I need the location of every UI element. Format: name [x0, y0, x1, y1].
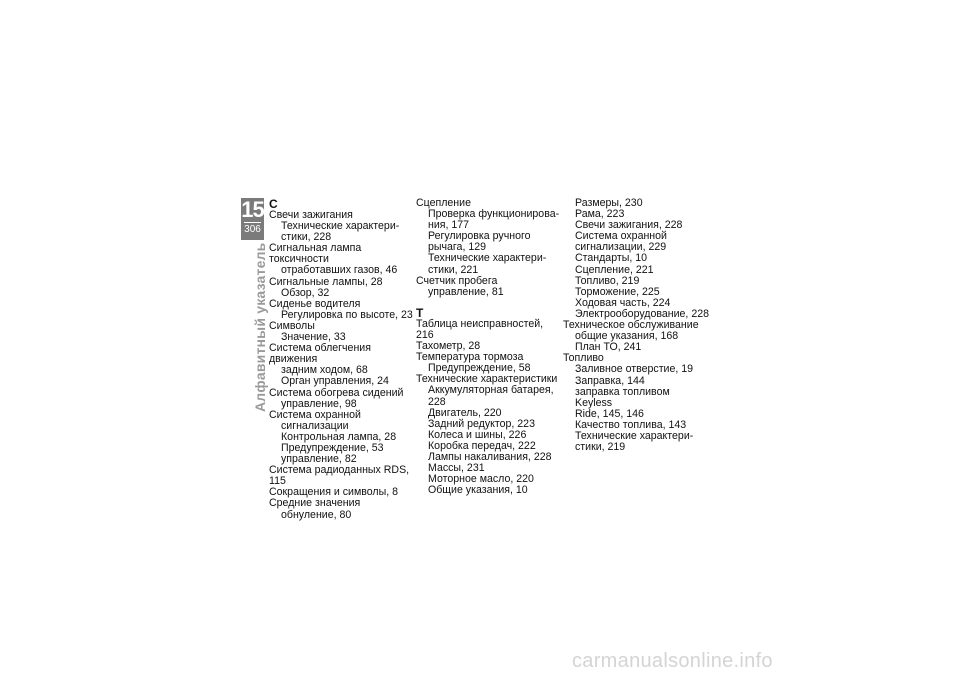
index-line: стики, 228 — [281, 231, 332, 244]
index-line: Система облегчения движения — [269, 342, 371, 366]
index-line: Электрооборудование, 228 — [575, 307, 709, 320]
index-line: Проверка функционирова- — [428, 208, 560, 221]
index-subentry — [269, 221, 415, 243]
page-number: 306 — [244, 224, 261, 235]
index-line: сигнализации, 229 — [575, 241, 667, 254]
index-entry — [269, 343, 415, 365]
index-line: Размеры, 230 — [575, 197, 643, 209]
index-line: Символы — [269, 319, 315, 332]
index-line: Качество топлива, 143 — [575, 418, 687, 431]
index-line: Заправка, 144 — [575, 374, 645, 387]
index-line: Орган управления, 24 — [281, 375, 389, 388]
index-subentry — [416, 385, 562, 407]
index-line: заправка топливом Keyless — [575, 385, 670, 409]
index-line: Тахометр, 28 — [416, 340, 481, 353]
index-line: Аккумуляторная батарея, 228 — [428, 384, 554, 408]
index-line: Регулировка ручного — [428, 230, 531, 243]
index-line: Топливо — [563, 352, 604, 365]
index-line: управление, 82 — [281, 453, 357, 466]
index-line: сигнализации — [281, 419, 349, 432]
index-line: Торможение, 225 — [575, 285, 660, 298]
index-line: Моторное масло, 220 — [428, 473, 534, 486]
index-line: Задний редуктор, 223 — [428, 417, 535, 430]
section-title-vertical: Алфавитный указатель — [252, 242, 268, 412]
index-line: Заливное отверстие, 19 — [575, 363, 694, 376]
index-entry — [416, 319, 562, 341]
index-line: стики, 221 — [428, 263, 479, 276]
index-line: Топливо, 219 — [575, 274, 640, 287]
index-subentry — [269, 376, 415, 387]
index-entry — [269, 465, 415, 487]
index-entry — [269, 498, 415, 509]
watermark: carmanualsonline.info — [572, 650, 773, 672]
index-line: Двигатель, 220 — [428, 406, 502, 419]
index-line: Технические характери- — [281, 220, 400, 233]
index-line: управление, 81 — [428, 285, 504, 298]
index-line: задним ходом, 68 — [281, 364, 368, 377]
index-line: Таблица неисправностей, 216 — [416, 317, 544, 341]
index-column-2 — [416, 198, 562, 496]
index-entry — [269, 243, 415, 265]
index-line: Свечи зажигания — [269, 209, 353, 221]
index-subentry — [416, 287, 562, 298]
index-line: Счетчик пробега — [416, 274, 498, 287]
index-line: Коробка передач, 222 — [428, 439, 536, 452]
index-line: Контрольная лампа, 28 — [281, 430, 397, 443]
index-line: Сиденье водителя — [269, 297, 361, 310]
index-subentry — [563, 387, 709, 420]
index-line: Предупреждение, 53 — [281, 441, 384, 454]
index-column-3 — [563, 198, 709, 453]
index-line: Технические характеристики — [416, 373, 558, 386]
index-line: Сцепление, 221 — [575, 263, 654, 276]
index-line: План ТО, 241 — [575, 341, 642, 354]
index-line: Технические характери- — [428, 252, 547, 265]
index-subentry — [269, 265, 415, 276]
index-line: Техническое обслуживание — [563, 319, 699, 332]
index-line: Предупреждение, 58 — [428, 362, 531, 375]
index-subentry — [563, 431, 709, 453]
index-letter-heading: Т — [416, 305, 424, 320]
index-subentry — [563, 364, 709, 375]
index-line: Колеса и шины, 226 — [428, 428, 527, 441]
index-subentry — [563, 253, 709, 264]
index-line: Система радиоданных RDS, 115 — [269, 464, 410, 488]
index-line: стики, 219 — [575, 441, 626, 454]
index-line: Рама, 223 — [575, 208, 625, 221]
index-line: Сигнальные лампы, 28 — [269, 275, 383, 288]
index-line: Сокращения и символы, 8 — [269, 486, 398, 499]
index-subentry — [563, 231, 709, 253]
index-line: Обзор, 32 — [281, 286, 330, 299]
index-line: рычага, 129 — [428, 241, 487, 254]
chapter-tab — [241, 198, 264, 240]
index-entry — [269, 277, 415, 288]
index-column-1 — [269, 198, 415, 521]
index-line: Свечи зажигания, 228 — [575, 219, 683, 232]
index-line: Сцепление — [416, 197, 471, 209]
index-line: Стандарты, 10 — [575, 252, 647, 265]
index-subentry — [563, 376, 709, 387]
index-subentry — [416, 231, 562, 253]
index-line: Ride, 145, 146 — [575, 407, 644, 420]
index-subentry — [563, 265, 709, 276]
index-line: Общие указания, 10 — [428, 484, 528, 497]
index-line: Регулировка по высоте, 23 — [281, 308, 413, 321]
index-subentry — [416, 485, 562, 496]
index-line: Лампы накаливания, 228 — [428, 450, 552, 463]
index-line: Технические характери- — [575, 429, 694, 442]
index-line: обнуление, 80 — [281, 508, 352, 521]
index-line: Сигнальная лампа токсичности — [269, 242, 362, 266]
index-letter-heading: С — [269, 197, 278, 211]
index-subentry — [416, 253, 562, 275]
index-line: Система обогрева сидений — [269, 386, 404, 399]
index-line: общие указания, 168 — [575, 330, 679, 343]
index-line: отработавших газов, 46 — [281, 264, 398, 277]
index-subentry — [269, 510, 415, 521]
index-line: Система охранной — [269, 408, 361, 421]
index-line: Значение, 33 — [281, 331, 346, 344]
chapter-number: 15 — [241, 197, 264, 222]
index-line: Система охранной — [575, 230, 667, 243]
index-line: Массы, 231 — [428, 462, 485, 475]
index-line: Температура тормоза — [416, 351, 524, 364]
index-line: ния, 177 — [428, 219, 470, 232]
index-line: Средние значения — [269, 497, 361, 510]
index-line: управление, 98 — [281, 397, 357, 410]
index-entry — [269, 388, 415, 399]
index-subentry — [416, 209, 562, 231]
index-line: Ходовая часть, 224 — [575, 296, 671, 309]
